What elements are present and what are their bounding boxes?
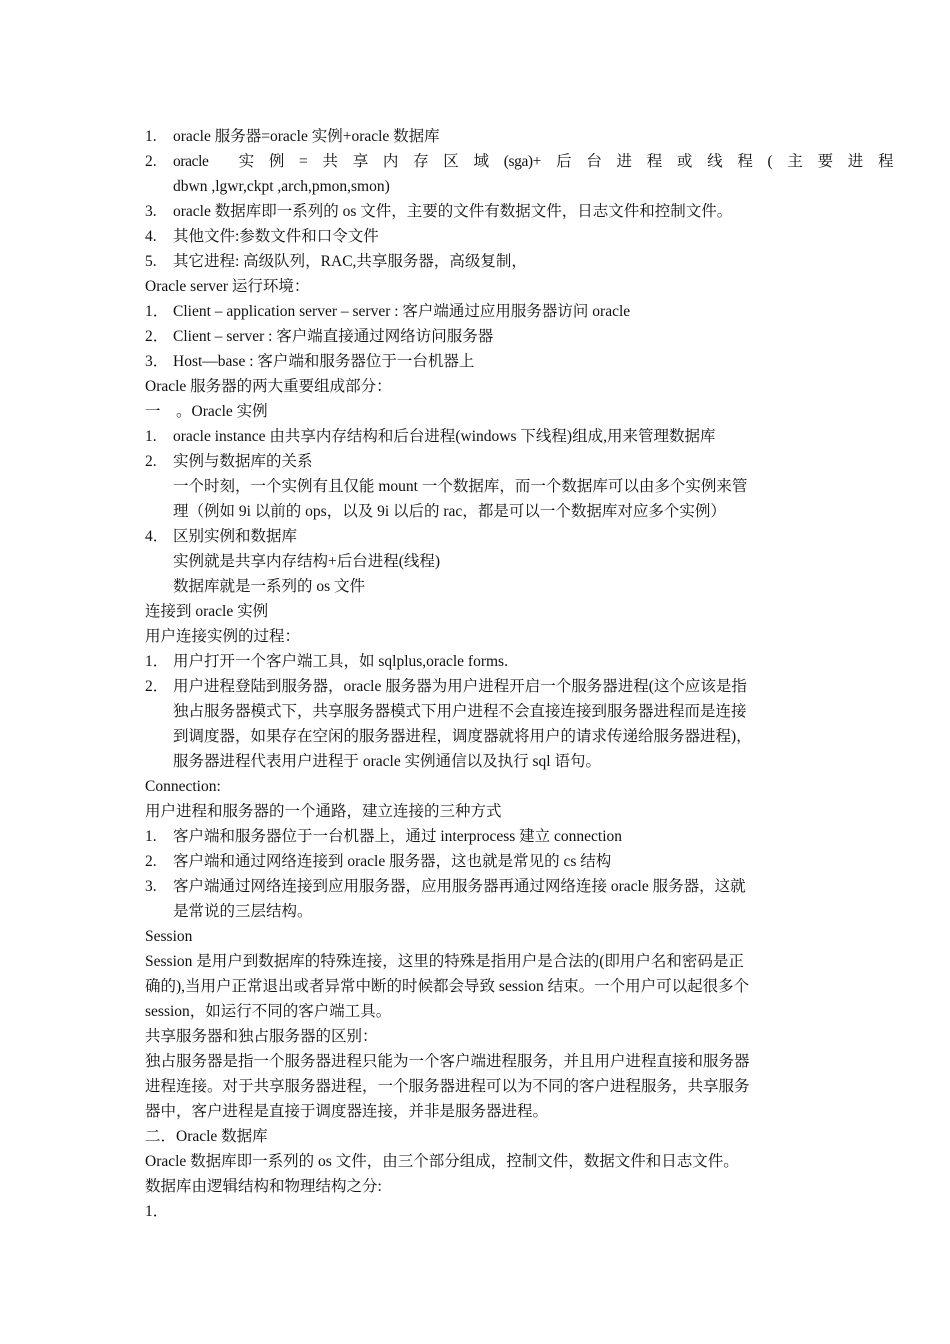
item-number: 1. xyxy=(145,828,157,845)
item-text: 其他文件:参数文件和口令文件 xyxy=(173,228,379,245)
paragraph-line: 独占服务器是指一个服务器进程只能为一个客户端进程服务，并且用户进程直接和服务器 xyxy=(145,1053,750,1070)
item-number: 5. xyxy=(145,253,157,270)
section-heading: 连接到 oracle 实例 xyxy=(145,603,269,620)
item-text: 用户进程登陆到服务器，oracle 服务器为用户进程开启一个服务器进程(这个应该是指 xyxy=(173,678,747,695)
list-item xyxy=(145,849,807,874)
item-text: 实例与数据库的关系 xyxy=(173,453,313,470)
continuation-line: 独占服务器模式下，共享服务器模式下用户进程不会直接连接到服务器进程而是连接 xyxy=(173,703,747,720)
list-item xyxy=(145,349,807,374)
item-number: 2． xyxy=(145,678,169,695)
item-number: 2． xyxy=(145,328,169,345)
item-number: 4. xyxy=(145,228,157,245)
item-number: 3. xyxy=(145,878,157,895)
item-number: 2. xyxy=(145,453,157,470)
section-heading: 二．Oracle 数据库 xyxy=(145,1128,268,1145)
list-item xyxy=(145,674,807,699)
item-number: 1． xyxy=(145,653,169,670)
item-text: 客户端通过网络连接到应用服务器，应用服务器再通过网络连接 oracle 服务器，这就 xyxy=(173,878,746,895)
paragraph-line: 确的),当用户正常退出或者异常中断的时候都会导致 session 结束。一个用户可以起很多个 xyxy=(145,978,750,995)
list-item xyxy=(145,249,807,274)
continuation-line: 服务器进程代表用户进程于 oracle 实例通信以及执行 sql 语句。 xyxy=(173,753,601,770)
continuation-line: 实例就是共享内存结构+后台进程(线程) xyxy=(173,553,441,570)
item-text: 其它进程: 高级队列，RAC,共享服务器，高级复制， xyxy=(173,253,527,270)
item-text: 区别实例和数据库 xyxy=(173,528,298,545)
item-text: Host—base : 客户端和服务器位于一台机器上 xyxy=(173,353,475,370)
item-number: 3. xyxy=(145,203,157,220)
section-heading: 一 。Oracle 实例 xyxy=(145,403,268,420)
continuation-line: 一个时刻，一个实例有且仅能 mount 一个数据库，而一个数据库可以由多个实例来管 xyxy=(173,478,748,495)
list-item xyxy=(145,149,894,174)
item-number: 2. xyxy=(145,853,157,870)
list-item xyxy=(145,299,807,324)
section-heading: 共享服务器和独占服务器的区别： xyxy=(145,1028,378,1045)
continuation-line: 数据库就是一系列的 os 文件 xyxy=(173,578,366,595)
item-text: Client – application server – server : 客户端通过应用服务器访问 oracle xyxy=(173,303,631,320)
section-heading: Connection: xyxy=(145,778,221,795)
list-item xyxy=(145,424,807,449)
item-text: 客户端和通过网络连接到 oracle 服务器，这也就是常见的 cs 结构 xyxy=(173,853,612,870)
list-item xyxy=(145,324,807,349)
paragraph-line: 进程连接。对于共享服务器进程，一个服务器进程可以为不同的客户进程服务，共享服务 xyxy=(145,1078,750,1095)
list-item xyxy=(145,524,807,549)
section-heading: Oracle 服务器的两大重要组成部分： xyxy=(145,378,392,395)
paragraph-line: session，如运行不同的客户端工具。 xyxy=(145,1003,392,1020)
continuation-line: dbwn ,lgwr,ckpt ,arch,pmon,smon) xyxy=(173,178,390,195)
item-text: oracle 数据库即一系列的 os 文件，主要的文件有数据文件，日志文件和控制文件。 xyxy=(173,203,733,220)
continuation-line: 到调度器，如果存在空闲的服务器进程，调度器就将用户的请求传递给服务器进程)， xyxy=(173,728,752,745)
item-text: 客户端和服务器位于一台机器上，通过 interprocess 建立 connection xyxy=(173,828,623,845)
paragraph-line: 器中，客户进程是直接于调度器连接，并非是服务器进程。 xyxy=(145,1103,549,1120)
document-body xyxy=(145,124,894,1224)
item-number: 1. xyxy=(145,128,157,145)
item-text: oracle 服务器=oracle 实例+oracle 数据库 xyxy=(173,128,440,145)
paragraph-line: 用户进程和服务器的一个通路，建立连接的三种方式 xyxy=(145,803,502,820)
item-text: Client – server : 客户端直接通过网络访问服务器 xyxy=(173,328,494,345)
item-number: 3． xyxy=(145,353,169,370)
paragraph-line: Oracle server 运行环境： xyxy=(145,278,310,295)
item-text: 用户打开一个客户端工具，如 sqlplus,oracle forms. xyxy=(173,653,508,670)
paragraph-line: 数据库由逻辑结构和物理结构之分: xyxy=(145,1178,382,1195)
continuation-line: 是常说的三层结构。 xyxy=(173,903,313,920)
item-number: 4． xyxy=(145,528,169,545)
paragraph-line: 1． xyxy=(145,1203,169,1220)
list-item xyxy=(145,124,807,149)
item-text: oracle 实 例 = 共 享 内 存 区 域 (sga)+ 后 台 进 程 或 线 程 ( 主 要 进 程 xyxy=(173,153,894,170)
list-item xyxy=(145,649,807,674)
item-number: 2. xyxy=(145,153,157,170)
paragraph-line: Session 是用户到数据库的特殊连接，这里的特殊是指用户是合法的(即用户名和密码是正 xyxy=(145,953,744,970)
paragraph-line: Oracle 数据库即一系列的 os 文件，由三个部分组成，控制文件，数据文件和日志文件。 xyxy=(145,1153,739,1170)
item-number: 1. xyxy=(145,428,157,445)
list-item xyxy=(145,874,807,899)
paragraph-line: 用户连接实例的过程： xyxy=(145,628,301,645)
list-item xyxy=(145,824,807,849)
list-item xyxy=(145,449,807,474)
list-item xyxy=(145,224,807,249)
list-item xyxy=(145,199,807,224)
section-heading: Session xyxy=(145,928,193,945)
item-text: oracle instance 由共享内存结构和后台进程(windows 下线程)组成,用来管理数据库 xyxy=(173,428,716,445)
continuation-line: 理（例如 9i 以前的 ops，以及 9i 以后的 rac，都是可以一个数据库对应多个实例） xyxy=(173,503,726,520)
item-number: 1． xyxy=(145,303,169,320)
